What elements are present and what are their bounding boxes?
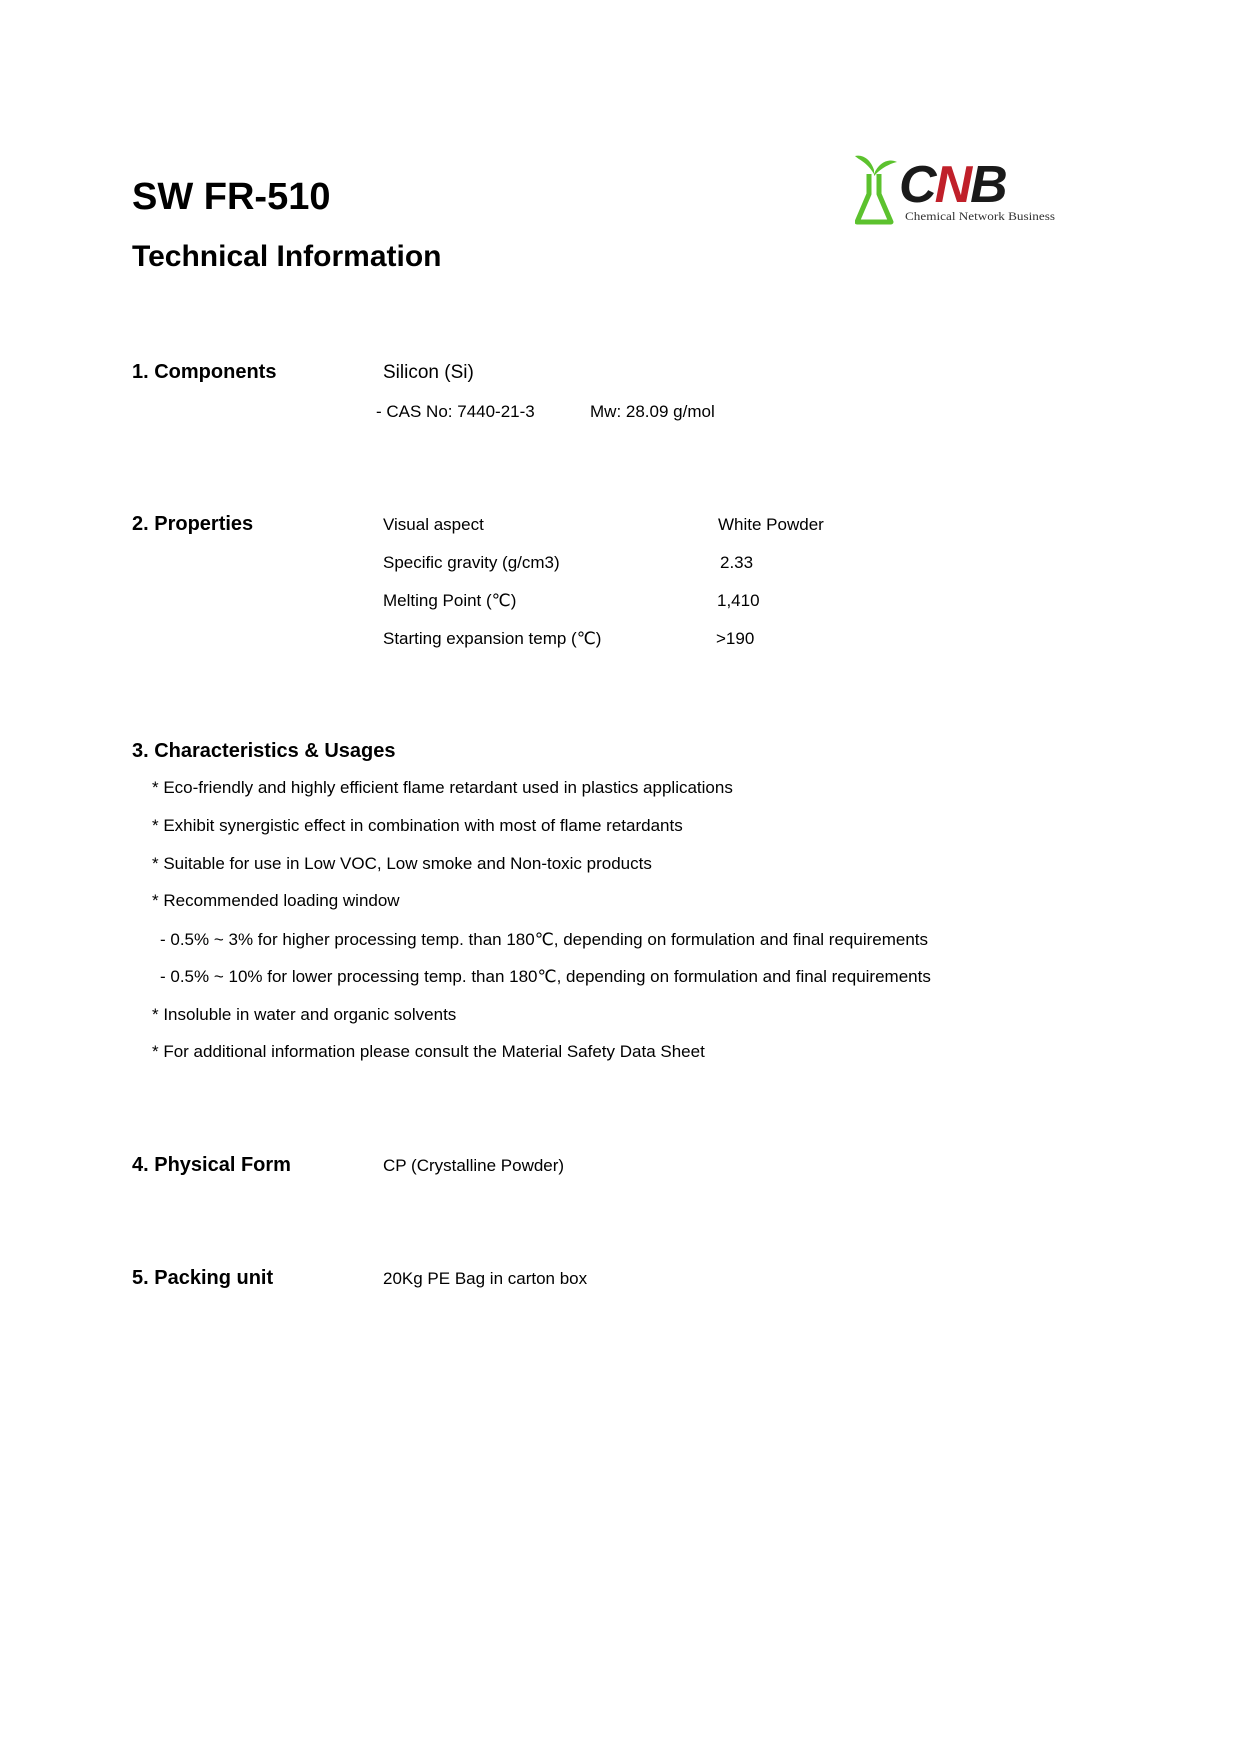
property-label: Specific gravity (g/cm3) bbox=[383, 553, 560, 572]
characteristic-item: * Recommended loading window bbox=[152, 891, 400, 910]
property-value: >190 bbox=[716, 629, 755, 648]
property-label: Melting Point (℃) bbox=[383, 591, 517, 610]
flask-icon bbox=[855, 156, 897, 222]
property-value: 1,410 bbox=[717, 591, 760, 610]
characteristic-item: * Insoluble in water and organic solvents bbox=[152, 1005, 457, 1024]
property-value: White Powder bbox=[718, 515, 824, 534]
characteristics-heading: 3. Characteristics & Usages bbox=[132, 740, 396, 762]
characteristic-item: * Eco-friendly and highly efficient flame retardant used in plastics applications bbox=[152, 778, 733, 797]
characteristic-subitem: - 0.5% ~ 10% for lower processing temp. than 180℃, depending on formulation and final requirements bbox=[160, 967, 931, 986]
property-value: 2.33 bbox=[720, 553, 754, 572]
characteristic-subitem: - 0.5% ~ 3% for higher processing temp. than 180℃, depending on formulation and final requirements bbox=[160, 930, 929, 949]
physical-form-heading: 4. Physical Form bbox=[132, 1154, 291, 1176]
physical-form-value: CP (Crystalline Powder) bbox=[383, 1156, 565, 1175]
molecular-weight: Mw: 28.09 g/mol bbox=[590, 402, 715, 421]
property-label: Visual aspect bbox=[383, 515, 484, 534]
cas-number: - CAS No: 7440-21-3 bbox=[376, 402, 535, 421]
logo-tagline: Chemical Network Business bbox=[905, 209, 1056, 223]
properties-heading: 2. Properties bbox=[132, 513, 254, 535]
components-heading: 1. Components bbox=[132, 361, 277, 383]
packing-value: 20Kg PE Bag in carton box bbox=[383, 1269, 588, 1288]
logo-letters: CNB bbox=[899, 156, 1006, 214]
product-title: SW FR-510 bbox=[132, 176, 331, 218]
packing-heading: 5. Packing unit bbox=[132, 1267, 274, 1289]
characteristic-item: * For additional information please consult the Material Safety Data Sheet bbox=[152, 1042, 705, 1061]
characteristic-item: * Suitable for use in Low VOC, Low smoke and Non-toxic products bbox=[152, 854, 652, 873]
characteristic-item: * Exhibit synergistic effect in combination with most of flame retardants bbox=[152, 816, 683, 835]
component-name: Silicon (Si) bbox=[383, 362, 474, 383]
property-label: Starting expansion temp (℃) bbox=[383, 629, 602, 648]
document-title: Technical Information bbox=[132, 240, 442, 273]
company-logo bbox=[855, 150, 1070, 230]
